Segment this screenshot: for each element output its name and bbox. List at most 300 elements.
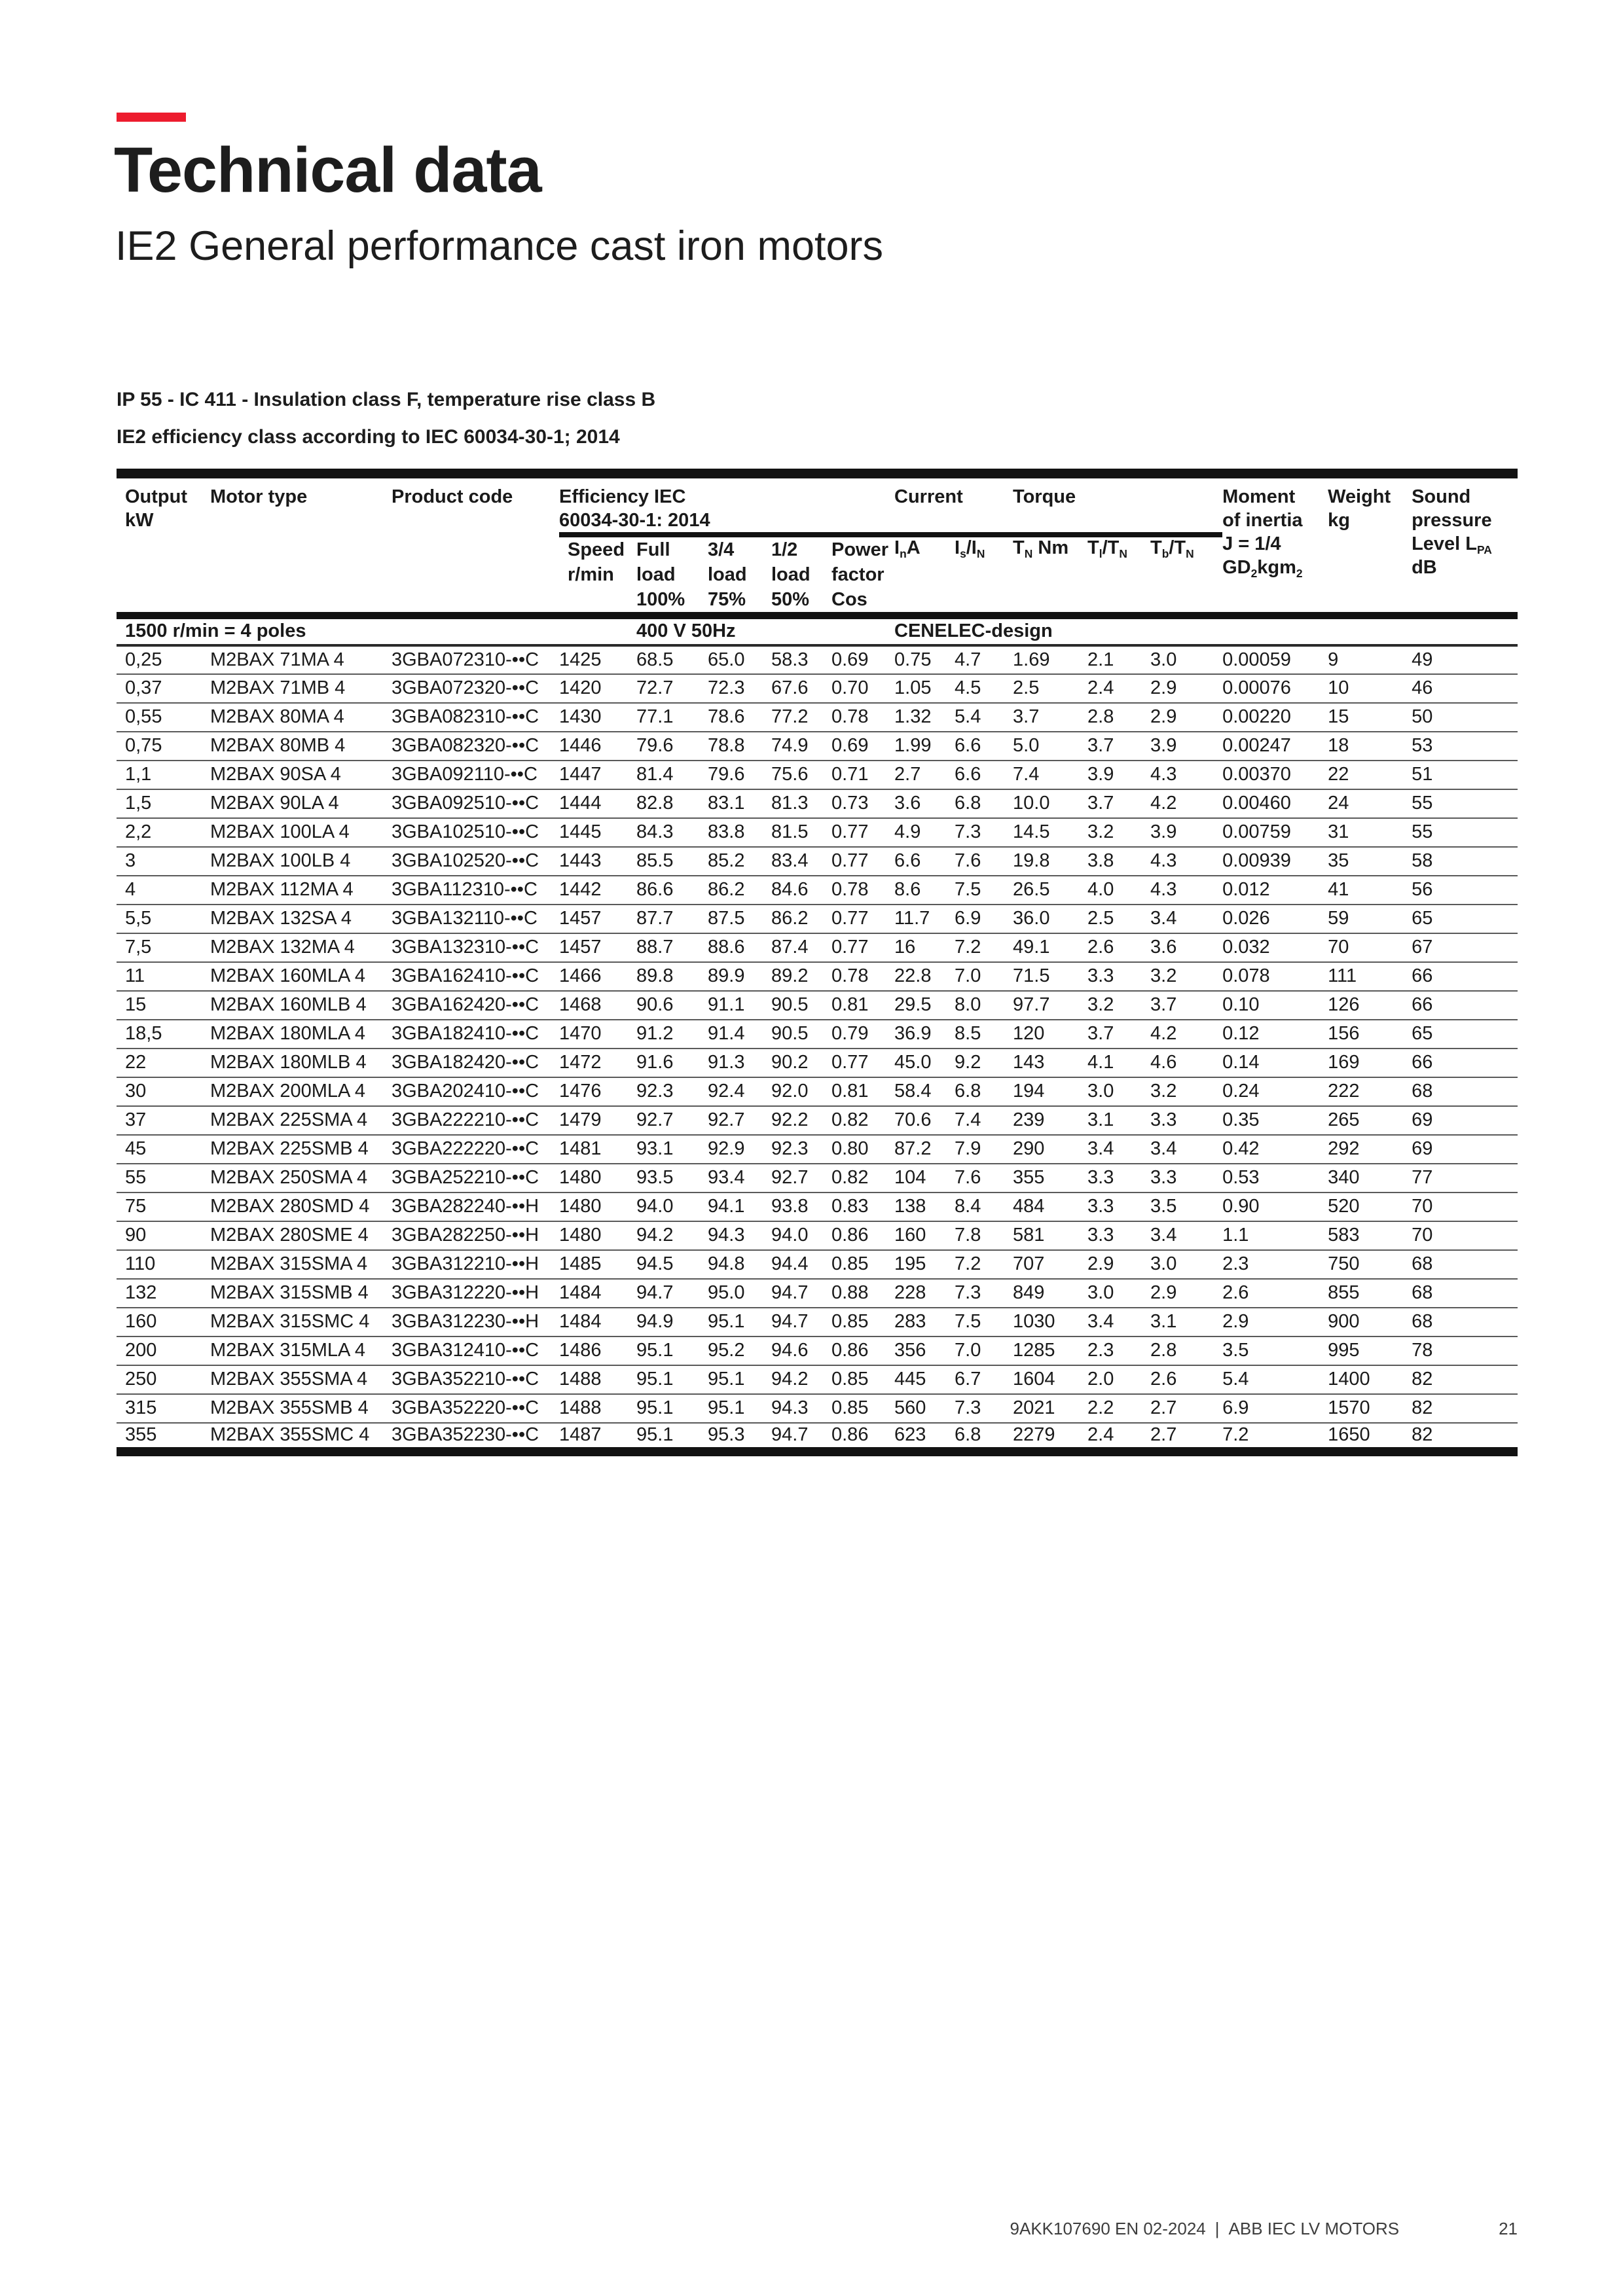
cell-moment-of-inertia: 0.00059 xyxy=(1222,645,1328,674)
page-title: Technical data xyxy=(114,134,541,206)
cell-moment-of-inertia: 0.42 xyxy=(1222,1135,1328,1164)
cell-speed: 1430 xyxy=(559,703,636,732)
cell-current-in: 22.8 xyxy=(894,962,955,991)
cell-moment-of-inertia: 3.5 xyxy=(1222,1336,1328,1365)
cell-eff-12-load: 84.6 xyxy=(771,876,831,905)
cell-power-factor: 0.78 xyxy=(831,876,894,905)
cell-sound-pressure: 77 xyxy=(1412,1164,1518,1193)
cell-sound-pressure: 70 xyxy=(1412,1221,1518,1250)
cell-weight: 855 xyxy=(1328,1279,1412,1308)
cell-speed: 1472 xyxy=(559,1049,636,1077)
col-header-sound-pressure: Sound pressure Level $L_{PA}$ dB xyxy=(1412,474,1518,616)
cell-current-in: 445 xyxy=(894,1365,955,1394)
cell-eff-12-load: 87.4 xyxy=(771,933,831,962)
table-row xyxy=(117,645,1518,674)
cell-torque-tl-tn: 3.4 xyxy=(1087,1308,1150,1336)
page-footer xyxy=(117,2219,1518,2239)
cell-motor-type: M2BAX 355SMB 4 xyxy=(210,1394,392,1423)
section-design: CENELEC-design xyxy=(894,616,1518,645)
cell-torque-tl-tn: 2.8 xyxy=(1087,703,1150,732)
cell-moment-of-inertia: 6.9 xyxy=(1222,1394,1328,1423)
cell-speed: 1466 xyxy=(559,962,636,991)
subheader-full-load: Full load 100% xyxy=(636,535,708,616)
cell-power-factor: 0.85 xyxy=(831,1394,894,1423)
footer-publication: ABB IEC LV MOTORS xyxy=(1228,2219,1400,2238)
cell-torque-tb-tn: 2.9 xyxy=(1150,674,1222,703)
table-row xyxy=(117,1308,1518,1336)
cell-power-factor: 0.79 xyxy=(831,1020,894,1049)
cell-moment-of-inertia: 0.90 xyxy=(1222,1193,1328,1221)
cell-torque-tl-tn: 2.1 xyxy=(1087,645,1150,674)
table-row xyxy=(117,1049,1518,1077)
cell-eff-full-load: 94.7 xyxy=(636,1279,708,1308)
cell-current-in: 623 xyxy=(894,1424,926,1445)
cell-torque-tn: 19.8 xyxy=(1013,847,1087,876)
cell-torque-tb-tn: 3.4 xyxy=(1150,905,1222,933)
table-row xyxy=(117,1423,1518,1452)
subheader-12-load: 1/2 load 50% xyxy=(771,535,831,616)
cell-power-factor: 0.81 xyxy=(831,991,894,1020)
group-header-efficiency: Efficiency IEC 60034-30-1: 2014 xyxy=(559,474,894,535)
cell-current-is-in: 6.7 xyxy=(955,1365,1013,1394)
cell-eff-12-load: 67.6 xyxy=(771,674,831,703)
cell-product-code: 3GBA312210-••H xyxy=(392,1250,559,1279)
table-row xyxy=(117,789,1518,818)
cell-power-factor: 0.86 xyxy=(831,1336,894,1365)
table-row xyxy=(117,1336,1518,1365)
cell-eff-full-load: 93.5 xyxy=(636,1164,708,1193)
cell-eff-full-load: 86.6 xyxy=(636,876,708,905)
cell-eff-full-load: 91.6 xyxy=(636,1049,708,1077)
cell-current-is-in: 8.5 xyxy=(955,1020,1013,1049)
cell-moment-of-inertia: 7.2 xyxy=(1222,1424,1249,1445)
table-row xyxy=(117,1365,1518,1394)
table-row xyxy=(117,1394,1518,1423)
cell-eff-34-load: 78.6 xyxy=(708,703,771,732)
cell-current-in: 11.7 xyxy=(894,905,955,933)
cell-sound-pressure: 68 xyxy=(1412,1279,1518,1308)
cell-moment-of-inertia: 0.35 xyxy=(1222,1106,1328,1135)
cell-torque-tb-tn: 3.4 xyxy=(1150,1135,1222,1164)
subheader-34-load: 3/4 load 75% xyxy=(708,535,771,616)
cell-eff-34-load: 93.4 xyxy=(708,1164,771,1193)
cell-current-is-in: 7.3 xyxy=(955,1279,1013,1308)
cell-output-kw: 22 xyxy=(117,1049,210,1077)
cell-current-in: 1.32 xyxy=(894,703,955,732)
cell-torque-tn: 1285 xyxy=(1013,1336,1087,1365)
section-row xyxy=(117,616,1518,645)
cell-current-in: 4.9 xyxy=(894,818,955,847)
cell-current-in: 70.6 xyxy=(894,1106,955,1135)
table-row xyxy=(117,933,1518,962)
cell-current-is-in: 7.3 xyxy=(955,1394,1013,1423)
cell-eff-34-load: 65.0 xyxy=(708,645,771,674)
cell-weight: 156 xyxy=(1328,1020,1412,1049)
cell-torque-tn: 7.4 xyxy=(1013,761,1087,789)
cell-moment-of-inertia: 0.14 xyxy=(1222,1049,1328,1077)
cell-motor-type: M2BAX 132SA 4 xyxy=(210,905,392,933)
subheader-torque-tl-tn: $T_l/T_N$ xyxy=(1087,535,1150,616)
cell-current-in: 58.4 xyxy=(894,1077,955,1106)
cell-current-in: 36.9 xyxy=(894,1020,955,1049)
cell-eff-full-load: 95.1 xyxy=(636,1394,708,1423)
cell-torque-tn: 581 xyxy=(1013,1221,1087,1250)
cell-eff-12-load: 92.7 xyxy=(771,1164,831,1193)
cell-current-in: 87.2 xyxy=(894,1135,955,1164)
cell-output-kw: 3 xyxy=(117,847,210,876)
cell-torque-tl-tn: 4.1 xyxy=(1087,1049,1150,1077)
cell-torque-tb-tn: 3.4 xyxy=(1150,1221,1222,1250)
cell-product-code: 3GBA102520-••C xyxy=(392,847,559,876)
cell-moment-of-inertia: 0.12 xyxy=(1222,1020,1328,1049)
cell-torque-tn: 26.5 xyxy=(1013,876,1087,905)
cell-sound-pressure: 46 xyxy=(1412,674,1518,703)
cell-motor-type: M2BAX 112MA 4 xyxy=(210,876,392,905)
cell-torque-tb-tn: 3.9 xyxy=(1150,732,1222,761)
cell-current-in: 16 xyxy=(894,933,955,962)
cell-eff-12-load: 90.5 xyxy=(771,1020,831,1049)
cell-torque-tl-tn: 3.3 xyxy=(1087,962,1150,991)
cell-speed: 1470 xyxy=(559,1020,636,1049)
cell-power-factor: 0.77 xyxy=(831,933,894,962)
cell-power-factor: 0.85 xyxy=(831,1308,894,1336)
cell-current-in: 1.05 xyxy=(894,674,955,703)
cell-output-kw: 160 xyxy=(117,1308,210,1336)
cell-speed: 1487 xyxy=(559,1424,602,1445)
cell-torque-tb-tn: 4.2 xyxy=(1150,1020,1222,1049)
cell-eff-12-load: 90.5 xyxy=(771,991,831,1020)
cell-current-is-in: 7.0 xyxy=(955,962,1013,991)
cell-current-is-in: 6.6 xyxy=(955,732,1013,761)
cell-speed: 1442 xyxy=(559,876,636,905)
cell-torque-tn: 143 xyxy=(1013,1049,1087,1077)
cell-output-kw: 110 xyxy=(117,1250,210,1279)
cell-torque-tl-tn: 3.0 xyxy=(1087,1279,1150,1308)
cell-product-code: 3GBA072310-••C xyxy=(392,645,559,674)
cell-torque-tn: 71.5 xyxy=(1013,962,1087,991)
subheader-speed: Speed r/min xyxy=(559,535,636,616)
cell-output-kw: 18,5 xyxy=(117,1020,210,1049)
cell-torque-tl-tn: 2.3 xyxy=(1087,1336,1150,1365)
cell-eff-34-load: 79.6 xyxy=(708,761,771,789)
cell-moment-of-inertia: 0.00370 xyxy=(1222,761,1328,789)
cell-sound-pressure: 56 xyxy=(1412,876,1518,905)
table-row xyxy=(117,847,1518,876)
cell-eff-12-load: 92.3 xyxy=(771,1135,831,1164)
cell-current-in: 160 xyxy=(894,1221,955,1250)
cell-product-code: 3GBA312410-••C xyxy=(392,1336,559,1365)
cell-torque-tl-tn: 3.0 xyxy=(1087,1077,1150,1106)
cell-moment-of-inertia: 5.4 xyxy=(1222,1365,1328,1394)
cell-weight: 1400 xyxy=(1328,1365,1412,1394)
cell-output-kw: 200 xyxy=(117,1336,210,1365)
cell-motor-type: M2BAX 100LA 4 xyxy=(210,818,392,847)
cell-eff-full-load: 79.6 xyxy=(636,732,708,761)
cell-power-factor: 0.77 xyxy=(831,905,894,933)
cell-weight: 31 xyxy=(1328,818,1412,847)
cell-current-is-in: 5.4 xyxy=(955,703,1013,732)
cell-speed: 1445 xyxy=(559,818,636,847)
table-row xyxy=(117,876,1518,905)
cell-eff-12-load: 81.3 xyxy=(771,789,831,818)
cell-eff-12-load: 94.2 xyxy=(771,1365,831,1394)
cell-product-code: 3GBA282240-••H xyxy=(392,1193,559,1221)
col-header-moment-of-inertia: Moment of inertia J = 1/4 $GD_2kgm_2$ xyxy=(1222,474,1328,616)
cell-power-factor: 0.77 xyxy=(831,847,894,876)
cell-torque-tn: 10.0 xyxy=(1013,789,1087,818)
cell-product-code: 3GBA102510-••C xyxy=(392,818,559,847)
cell-power-factor: 0.69 xyxy=(831,645,894,674)
cell-product-code: 3GBA352220-••C xyxy=(392,1394,559,1423)
cell-weight: 22 xyxy=(1328,761,1412,789)
cell-current-is-in: 7.8 xyxy=(955,1221,1013,1250)
cell-sound-pressure: 51 xyxy=(1412,761,1518,789)
cell-eff-34-load: 94.3 xyxy=(708,1221,771,1250)
cell-eff-full-load: 68.5 xyxy=(636,645,708,674)
cell-torque-tn: 239 xyxy=(1013,1106,1087,1135)
subheader-power-factor: Power factor Cos xyxy=(831,535,894,616)
cell-torque-tb-tn: 2.9 xyxy=(1150,703,1222,732)
cell-current-is-in: 7.6 xyxy=(955,1164,1013,1193)
cell-current-in: 283 xyxy=(894,1308,955,1336)
cell-output-kw: 1,1 xyxy=(117,761,210,789)
cell-weight: 900 xyxy=(1328,1308,1412,1336)
cell-weight: 169 xyxy=(1328,1049,1412,1077)
intro-block xyxy=(117,381,655,456)
footer-document-id: 9AKK107690 EN 02-2024 xyxy=(1010,2219,1206,2238)
cell-sound-pressure: 82 xyxy=(1412,1424,1433,1445)
cell-eff-full-load: 92.3 xyxy=(636,1077,708,1106)
cell-output-kw: 90 xyxy=(117,1221,210,1250)
cell-current-is-in: 7.5 xyxy=(955,1308,1013,1336)
cell-sound-pressure: 53 xyxy=(1412,732,1518,761)
cell-sound-pressure: 65 xyxy=(1412,1020,1518,1049)
cell-motor-type: M2BAX 160MLA 4 xyxy=(210,962,392,991)
cell-eff-full-load: 81.4 xyxy=(636,761,708,789)
cell-speed: 1480 xyxy=(559,1164,636,1193)
cell-eff-full-load: 94.2 xyxy=(636,1221,708,1250)
cell-product-code: 3GBA112310-••C xyxy=(392,876,559,905)
cell-eff-full-load: 94.0 xyxy=(636,1193,708,1221)
cell-power-factor: 0.71 xyxy=(831,761,894,789)
cell-current-is-in: 8.4 xyxy=(955,1193,1013,1221)
table-row xyxy=(117,962,1518,991)
cell-weight: 15 xyxy=(1328,703,1412,732)
cell-weight: 59 xyxy=(1328,905,1412,933)
cell-eff-34-load: 78.8 xyxy=(708,732,771,761)
cell-torque-tl-tn: 3.1 xyxy=(1087,1106,1150,1135)
cell-eff-12-load: 94.0 xyxy=(771,1221,831,1250)
cell-moment-of-inertia: 0.026 xyxy=(1222,905,1328,933)
cell-current-is-in: 7.9 xyxy=(955,1135,1013,1164)
cell-eff-34-load: 95.1 xyxy=(708,1365,771,1394)
cell-torque-tl-tn: 3.2 xyxy=(1087,818,1150,847)
cell-moment-of-inertia: 2.9 xyxy=(1222,1308,1328,1336)
cell-sound-pressure: 82 xyxy=(1412,1365,1518,1394)
cell-eff-12-load: 58.3 xyxy=(771,645,831,674)
cell-speed: 1476 xyxy=(559,1077,636,1106)
cell-power-factor: 0.80 xyxy=(831,1135,894,1164)
cell-eff-full-load: 93.1 xyxy=(636,1135,708,1164)
cell-power-factor: 0.73 xyxy=(831,789,894,818)
table-row xyxy=(117,1106,1518,1135)
cell-torque-tl-tn: 2.4 xyxy=(1087,1424,1114,1445)
cell-current-in: 195 xyxy=(894,1250,955,1279)
cell-power-factor: 0.77 xyxy=(831,1049,894,1077)
cell-weight: 126 xyxy=(1328,991,1412,1020)
cell-eff-full-load: 77.1 xyxy=(636,703,708,732)
cell-torque-tb-tn: 3.5 xyxy=(1150,1193,1222,1221)
cell-sound-pressure: 68 xyxy=(1412,1308,1518,1336)
cell-speed: 1481 xyxy=(559,1135,636,1164)
cell-output-kw: 0,25 xyxy=(117,645,210,674)
cell-torque-tl-tn: 2.6 xyxy=(1087,933,1150,962)
cell-speed: 1457 xyxy=(559,933,636,962)
cell-speed: 1488 xyxy=(559,1394,636,1423)
cell-moment-of-inertia: 0.10 xyxy=(1222,991,1328,1020)
cell-torque-tn: 194 xyxy=(1013,1077,1087,1106)
cell-eff-34-load: 85.2 xyxy=(708,847,771,876)
cell-eff-full-load: 94.9 xyxy=(636,1308,708,1336)
cell-product-code: 3GBA072320-••C xyxy=(392,674,559,703)
cell-current-in: 2.7 xyxy=(894,761,955,789)
cell-torque-tl-tn: 3.9 xyxy=(1087,761,1150,789)
cell-current-is-in: 9.2 xyxy=(955,1049,1013,1077)
page-subtitle: IE2 General performance cast iron motors xyxy=(115,223,884,269)
cell-current-in: 138 xyxy=(894,1193,955,1221)
cell-eff-full-load: 88.7 xyxy=(636,933,708,962)
cell-weight: 222 xyxy=(1328,1077,1412,1106)
cell-torque-tn: 1030 xyxy=(1013,1308,1087,1336)
cell-weight: 995 xyxy=(1328,1336,1412,1365)
cell-speed: 1443 xyxy=(559,847,636,876)
cell-eff-full-load: 84.3 xyxy=(636,818,708,847)
group-header-current: Current xyxy=(894,474,1013,535)
cell-eff-34-load: 86.2 xyxy=(708,876,771,905)
cell-sound-pressure: 55 xyxy=(1412,818,1518,847)
cell-torque-tn: 707 xyxy=(1013,1250,1087,1279)
cell-output-kw: 55 xyxy=(117,1164,210,1193)
cell-torque-tl-tn: 2.9 xyxy=(1087,1250,1150,1279)
cell-torque-tn: 120 xyxy=(1013,1020,1087,1049)
subheader-current-is-in: $I_s/I_N$ xyxy=(955,535,1013,616)
cell-torque-tb-tn: 2.8 xyxy=(1150,1336,1222,1365)
cell-motor-type: M2BAX 315MLA 4 xyxy=(210,1336,392,1365)
cell-weight: 1570 xyxy=(1328,1394,1412,1423)
cell-torque-tn: 5.0 xyxy=(1013,732,1087,761)
table-row xyxy=(117,1020,1518,1049)
cell-current-is-in: 7.0 xyxy=(955,1336,1013,1365)
cell-weight: 520 xyxy=(1328,1193,1412,1221)
cell-output-kw: 0,37 xyxy=(117,674,210,703)
cell-sound-pressure: 69 xyxy=(1412,1106,1518,1135)
cell-torque-tl-tn: 2.0 xyxy=(1087,1365,1150,1394)
table-row xyxy=(117,1250,1518,1279)
cell-sound-pressure: 58 xyxy=(1412,847,1518,876)
cell-speed: 1480 xyxy=(559,1221,636,1250)
cell-torque-tb-tn: 4.3 xyxy=(1150,847,1222,876)
cell-torque-tn: 1604 xyxy=(1013,1365,1087,1394)
cell-torque-tb-tn: 2.7 xyxy=(1150,1394,1222,1423)
cell-weight: 340 xyxy=(1328,1164,1412,1193)
cell-moment-of-inertia: 0.00247 xyxy=(1222,732,1328,761)
cell-weight: 583 xyxy=(1328,1221,1412,1250)
cell-product-code: 3GBA092510-••C xyxy=(392,789,559,818)
table-row xyxy=(117,761,1518,789)
group-header-torque: Torque xyxy=(1013,474,1222,535)
cell-product-code: 3GBA202410-••C xyxy=(392,1077,559,1106)
cell-moment-of-inertia: 0.00076 xyxy=(1222,674,1328,703)
table-row xyxy=(117,991,1518,1020)
cell-sound-pressure: 82 xyxy=(1412,1394,1518,1423)
cell-power-factor: 0.78 xyxy=(831,962,894,991)
cell-eff-34-load: 95.3 xyxy=(708,1424,745,1445)
cell-product-code: 3GBA092110-••C xyxy=(392,761,559,789)
cell-moment-of-inertia: 0.00759 xyxy=(1222,818,1328,847)
cell-torque-tb-tn: 3.3 xyxy=(1150,1106,1222,1135)
cell-product-code: 3GBA132110-••C xyxy=(392,905,559,933)
table-row xyxy=(117,732,1518,761)
table-row xyxy=(117,1279,1518,1308)
table-row xyxy=(117,703,1518,732)
cell-eff-34-load: 88.6 xyxy=(708,933,771,962)
cell-eff-34-load: 89.9 xyxy=(708,962,771,991)
cell-motor-type: M2BAX 315SMB 4 xyxy=(210,1279,392,1308)
cell-motor-type: M2BAX 80MA 4 xyxy=(210,703,392,732)
cell-product-code: 3GBA282250-••H xyxy=(392,1221,559,1250)
cell-eff-34-load: 92.4 xyxy=(708,1077,771,1106)
cell-speed: 1484 xyxy=(559,1308,636,1336)
cell-eff-full-load: 89.8 xyxy=(636,962,708,991)
cell-current-is-in: 7.4 xyxy=(955,1106,1013,1135)
footer-page-number: 21 xyxy=(1499,2219,1518,2238)
cell-weight: 10 xyxy=(1328,674,1412,703)
cell-weight: 750 xyxy=(1328,1250,1412,1279)
cell-torque-tb-tn: 3.0 xyxy=(1150,1250,1222,1279)
cell-eff-12-load: 77.2 xyxy=(771,703,831,732)
cell-product-code: 3GBA312230-••H xyxy=(392,1308,559,1336)
cell-power-factor: 0.83 xyxy=(831,1193,894,1221)
cell-current-in: 0.75 xyxy=(894,645,955,674)
cell-speed: 1447 xyxy=(559,761,636,789)
cell-sound-pressure: 66 xyxy=(1412,991,1518,1020)
cell-torque-tn: 484 xyxy=(1013,1193,1087,1221)
cell-motor-type: M2BAX 315SMA 4 xyxy=(210,1250,392,1279)
cell-eff-full-load: 95.1 xyxy=(636,1424,674,1445)
cell-current-in: 228 xyxy=(894,1279,955,1308)
cell-torque-tl-tn: 3.2 xyxy=(1087,991,1150,1020)
cell-current-in: 560 xyxy=(894,1394,955,1423)
cell-torque-tn: 849 xyxy=(1013,1279,1087,1308)
cell-output-kw: 11 xyxy=(117,962,210,991)
cell-product-code: 3GBA162420-••C xyxy=(392,991,559,1020)
cell-current-is-in: 6.8 xyxy=(955,1424,981,1445)
cell-eff-12-load: 94.7 xyxy=(771,1424,809,1445)
cell-product-code: 3GBA312220-••H xyxy=(392,1279,559,1308)
cell-eff-12-load: 92.0 xyxy=(771,1077,831,1106)
cell-eff-full-load: 85.5 xyxy=(636,847,708,876)
cell-sound-pressure: 66 xyxy=(1412,1049,1518,1077)
cell-current-in: 6.6 xyxy=(894,847,955,876)
cell-motor-type: M2BAX 280SMD 4 xyxy=(210,1193,392,1221)
cell-speed: 1468 xyxy=(559,991,636,1020)
cell-eff-34-load: 94.1 xyxy=(708,1193,771,1221)
cell-moment-of-inertia: 0.24 xyxy=(1222,1077,1328,1106)
table-row xyxy=(117,1077,1518,1106)
cell-output-kw: 0,55 xyxy=(117,703,210,732)
cell-output-kw: 30 xyxy=(117,1077,210,1106)
cell-current-is-in: 6.8 xyxy=(955,1077,1013,1106)
